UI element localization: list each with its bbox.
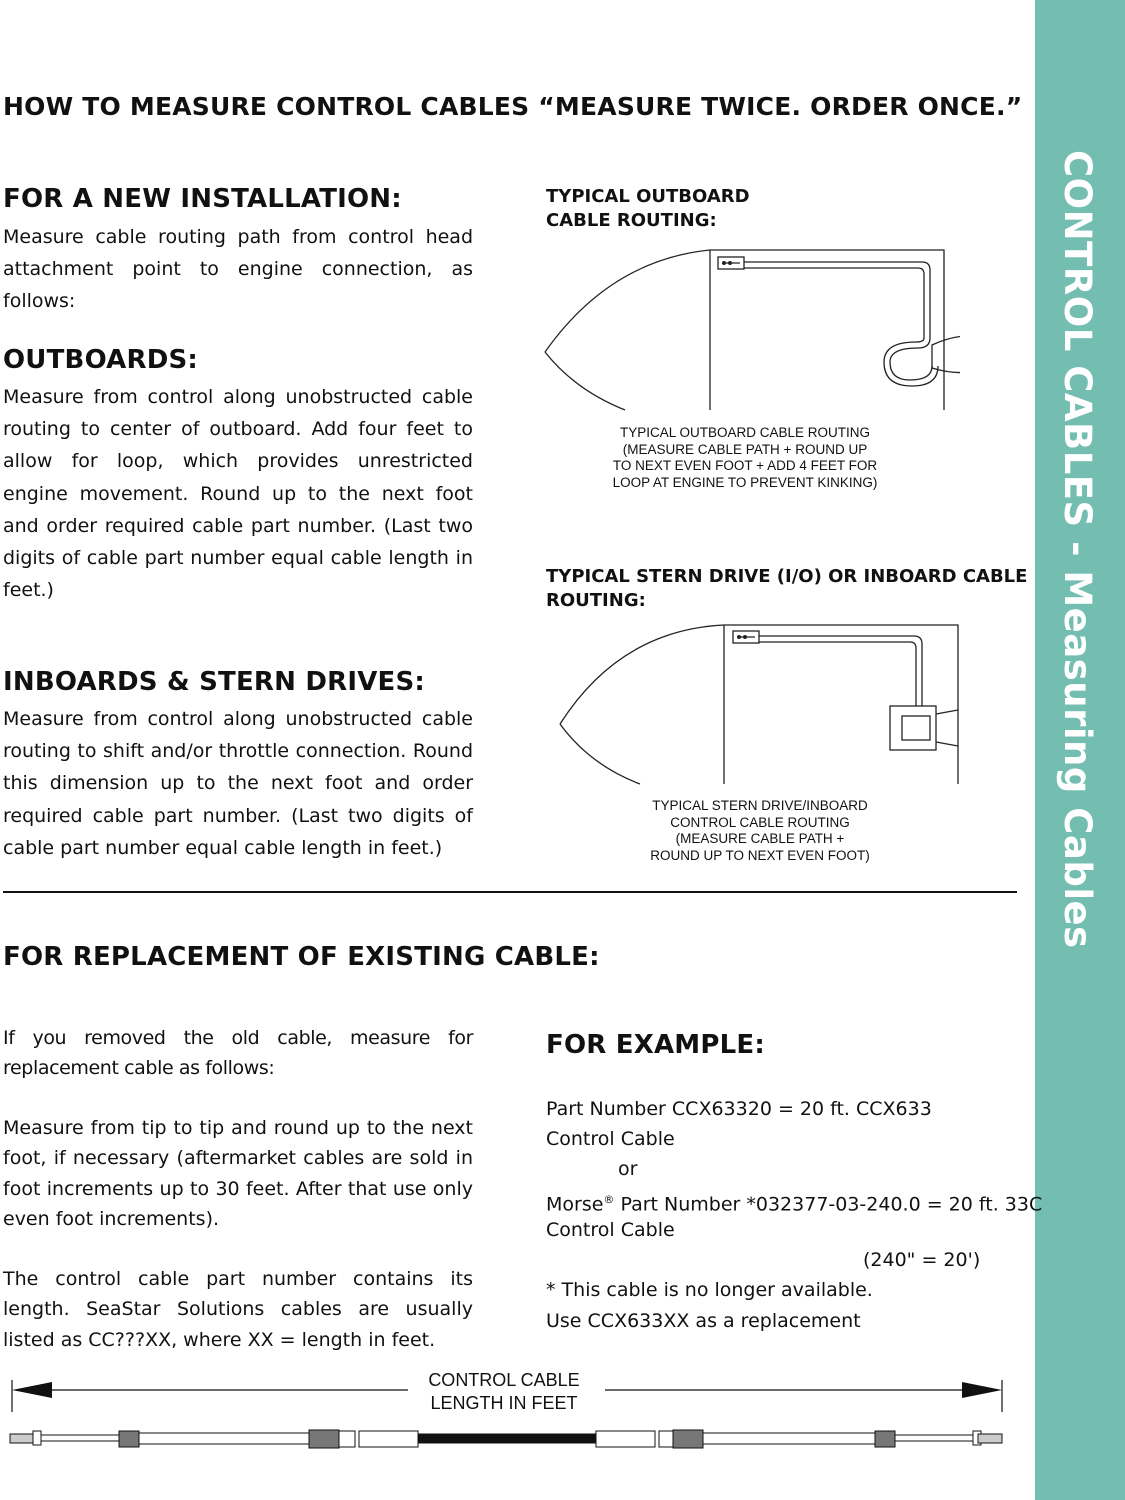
example-line: Control Cable bbox=[546, 1128, 675, 1150]
example-conversion: (240" = 20') bbox=[863, 1249, 981, 1271]
stern-caption-line: TYPICAL STERN DRIVE/INBOARD bbox=[652, 798, 868, 813]
outboard-figure-caption bbox=[590, 425, 900, 491]
registered-mark: ® bbox=[603, 1193, 615, 1206]
cable-length-label-line1: CONTROL CABLE bbox=[428, 1370, 580, 1390]
stern-caption-line: CONTROL CABLE ROUTING bbox=[670, 814, 850, 830]
stern-figure-title-line2: ROUTING: bbox=[546, 590, 646, 611]
replacement-part-number-text: The control cable part number contains its length. SeaStar Solutions cables are usually listed as CC???XX, where XX = length in feet. bbox=[3, 1268, 473, 1351]
example-line-or: or bbox=[618, 1158, 638, 1180]
replacement-intro: If you removed the old cable, measure for replacement cable as follows: bbox=[3, 1027, 473, 1080]
outboards-text: Measure from control along unobstructed cable routing to center of outboard. Add four feet to allow for loop, which provides unrestricted engine movement. Round up to the next foot and order required cable part number. (Last two digits of cable part number equal cable length in feet.) bbox=[3, 386, 473, 602]
stern-caption-line: ROUND UP TO NEXT EVEN FOOT) bbox=[650, 847, 870, 863]
outboard-routing-diagram bbox=[540, 245, 960, 415]
new-installation-heading: FOR A NEW INSTALLATION: bbox=[3, 184, 402, 214]
replacement-heading: FOR REPLACEMENT OF EXISTING CABLE: bbox=[3, 942, 600, 972]
example-note: Use CCX633XX as a replacement bbox=[546, 1310, 861, 1332]
new-installation-text: Measure cable routing path from control head attachment point to engine connection, as follows: bbox=[3, 226, 473, 313]
outboards-heading: OUTBOARDS: bbox=[3, 345, 199, 375]
example-morse: Morse bbox=[546, 1193, 604, 1216]
section-divider bbox=[3, 891, 1017, 893]
outboard-figure-title-line2: CABLE ROUTING: bbox=[546, 210, 717, 231]
example-heading: FOR EXAMPLE: bbox=[546, 1030, 765, 1060]
example-note: * This cable is no longer available. bbox=[546, 1279, 873, 1301]
cable-length-diagram bbox=[0, 1372, 1020, 1462]
stern-drive-routing-diagram bbox=[555, 618, 965, 788]
outboard-figure-title-line1: TYPICAL OUTBOARD bbox=[546, 186, 750, 207]
replacement-measure-text: Measure from tip to tip and round up to the next foot, if necessary (aftermarket cables are sold in foot increments up to 30 feet. After that use only even foot increments). bbox=[3, 1117, 473, 1230]
left-arrowhead bbox=[12, 1382, 52, 1398]
outboard-caption-line: TO NEXT EVEN FOOT + ADD 4 FEET FOR bbox=[612, 458, 878, 473]
outboard-caption-line: TYPICAL OUTBOARD CABLE ROUTING bbox=[619, 425, 871, 440]
outboard-caption-line: LOOP AT ENGINE TO PREVENT KINKING) bbox=[612, 474, 878, 490]
example-line: Control Cable bbox=[546, 1219, 675, 1241]
page-title: HOW TO MEASURE CONTROL CABLES “MEASURE TWICE. ORDER ONCE.” bbox=[3, 92, 1023, 121]
stern-figure-title-line1: TYPICAL STERN DRIVE (I/O) OR INBOARD CABLE bbox=[546, 566, 1028, 587]
outboard-figure-title bbox=[546, 185, 750, 233]
stern-caption-line: (MEASURE CABLE PATH + bbox=[675, 831, 845, 846]
outboard-caption-line: (MEASURE CABLE PATH + ROUND UP bbox=[622, 441, 868, 457]
right-arrowhead bbox=[962, 1382, 1002, 1398]
inboards-heading: INBOARDS & STERN DRIVES: bbox=[3, 667, 426, 697]
stern-figure-caption bbox=[610, 798, 910, 864]
cable-length-label-line2: LENGTH IN FEET bbox=[430, 1393, 578, 1413]
inboards-text: Measure from control along unobstructed cable routing to shift and/or throttle connection. Round this dimension up to the next foot and order required cable part number. (Last two digits of cable part number equal cable length in feet.) bbox=[3, 708, 473, 859]
stern-figure-title bbox=[546, 565, 1027, 613]
example-morse-part: Part Number *032377-03-240.0 = 20 ft. 33C bbox=[614, 1193, 1043, 1216]
example-line: Part Number CCX63320 = 20 ft. CCX633 bbox=[546, 1098, 932, 1120]
sidebar-title: CONTROL CABLES - Measuring Cables bbox=[1056, 150, 1099, 949]
